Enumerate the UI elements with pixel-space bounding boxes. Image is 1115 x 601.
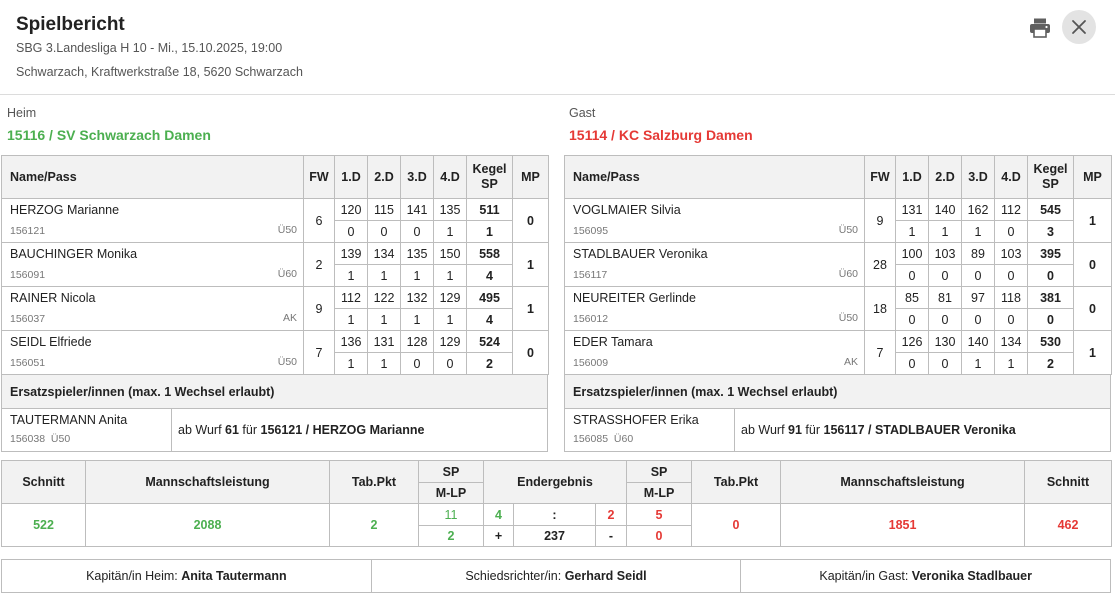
score-d1: 126 (896, 331, 929, 353)
guest-players-table (564, 155, 1112, 375)
kegel-total: 545 (1028, 199, 1074, 221)
sub-prefix: ab Wurf (741, 423, 785, 437)
sp-d2: 0 (929, 353, 962, 375)
col-d1: 1.D (335, 156, 368, 199)
player-name: SEIDL Elfriede (10, 335, 92, 349)
sp-d3: 0 (401, 221, 434, 243)
score-d1: 136 (335, 331, 368, 353)
home-team-block (1, 155, 548, 452)
player-mp: 0 (1074, 287, 1112, 331)
score-d4: 103 (995, 243, 1028, 265)
score-d1: 85 (896, 287, 929, 309)
sp-d1: 0 (335, 221, 368, 243)
score-d1: 120 (335, 199, 368, 221)
home-team-name: 15116 / SV Schwarzach Damen (7, 127, 211, 143)
sp-d3: 0 (962, 309, 995, 331)
score-d4: 112 (995, 199, 1028, 221)
player-mp: 1 (513, 243, 549, 287)
player-fw: 6 (304, 199, 335, 243)
score-d3: 141 (401, 199, 434, 221)
player-category: Ü50 (277, 224, 297, 236)
head-mlp-guest: M-LP (627, 483, 692, 504)
score-d2: 103 (929, 243, 962, 265)
score-d2: 134 (368, 243, 401, 265)
substitutes-heading: Ersatzspieler/innen (max. 1 Wechsel erlaubt) (1, 375, 548, 409)
score-d2: 131 (368, 331, 401, 353)
sp-d1: 1 (335, 309, 368, 331)
col-name: Name/Pass (2, 156, 304, 199)
page-title: Spielbericht (16, 14, 125, 35)
sp-d1: 1 (335, 353, 368, 375)
sp-d3: 1 (401, 265, 434, 287)
player-name: EDER Tamara (573, 335, 653, 349)
player-category: Ü50 (277, 356, 297, 368)
sp-d4: 0 (995, 265, 1028, 287)
substitute-category: Ü50 (50, 433, 71, 445)
col-d3: 3.D (962, 156, 995, 199)
player-row (2, 243, 549, 265)
score-d3: 140 (962, 331, 995, 353)
col-name: Name/Pass (565, 156, 865, 199)
sp-total: 0 (1028, 309, 1074, 331)
guest-tabpkt: 0 (692, 504, 781, 547)
head-sp-guest: SP (627, 461, 692, 483)
sub-wurf: 91 (788, 423, 802, 437)
head-mlp-home: M-LP (419, 483, 484, 504)
player-pass: 156051 (10, 357, 46, 369)
sp-d2: 1 (368, 265, 401, 287)
substitute-category: Ü60 (613, 433, 634, 445)
sp-d3: 1 (401, 309, 434, 331)
head-sp-home: SP (419, 461, 484, 483)
referee-label: Schiedsrichter/in: (465, 569, 562, 583)
score-d2: 130 (929, 331, 962, 353)
sp-d2: 0 (368, 221, 401, 243)
sp-d4: 1 (995, 353, 1028, 375)
home-players-table (1, 155, 549, 375)
player-category: AK (843, 356, 858, 368)
player-name: HERZOG Marianne (10, 203, 120, 217)
substitute-player (565, 409, 735, 451)
score-d2: 140 (929, 199, 962, 221)
score-d1: 112 (335, 287, 368, 309)
home-captain-name: Anita Tautermann (181, 569, 287, 583)
col-d3: 3.D (401, 156, 434, 199)
player-pass: 156117 (573, 269, 608, 281)
result-table (1, 460, 1112, 547)
guest-label: Gast (569, 106, 596, 120)
home-captain-label: Kapitän/in Heim: (86, 569, 178, 583)
player-row (2, 287, 549, 309)
player-row (565, 331, 1112, 353)
player-cell (2, 331, 304, 375)
kegel-total: 495 (467, 287, 513, 309)
sp-d2: 1 (929, 221, 962, 243)
player-row (565, 243, 1112, 265)
substitute-pass-category (10, 433, 70, 445)
score-d3: 135 (401, 243, 434, 265)
player-category: Ü60 (277, 268, 297, 280)
sp-total: 1 (467, 221, 513, 243)
player-name: NEUREITER Gerlinde (573, 291, 696, 305)
kegel-total: 530 (1028, 331, 1074, 353)
sp-d4: 0 (434, 353, 467, 375)
score-d3: 128 (401, 331, 434, 353)
sp-total: 2 (1028, 353, 1074, 375)
result-separator: : (514, 504, 596, 526)
guest-sp: 5 (627, 504, 692, 526)
sp-total: 3 (1028, 221, 1074, 243)
player-fw: 28 (865, 243, 896, 287)
sp-d2: 1 (368, 309, 401, 331)
player-cell (565, 243, 865, 287)
player-fw: 9 (865, 199, 896, 243)
substitute-name: TAUTERMANN Anita (10, 413, 128, 427)
sp-d3: 0 (401, 353, 434, 375)
player-mp: 1 (1074, 199, 1112, 243)
score-d2: 122 (368, 287, 401, 309)
substitute-player (2, 409, 172, 451)
result-guest: 2 (596, 504, 627, 526)
col-fw: FW (865, 156, 896, 199)
col-sp-label: SP (481, 177, 498, 191)
head-schnitt-guest: Schnitt (1025, 461, 1112, 504)
player-category: AK (282, 312, 297, 324)
score-d3: 162 (962, 199, 995, 221)
col-kegel-label: Kegel (472, 162, 507, 176)
kegel-total: 395 (1028, 243, 1074, 265)
player-cell (2, 199, 304, 243)
result-summary (1, 460, 1111, 547)
sp-total: 2 (467, 353, 513, 375)
guest-captain-label: Kapitän/in Gast: (819, 569, 909, 583)
print-button[interactable] (1026, 14, 1054, 42)
player-mp: 0 (1074, 243, 1112, 287)
sp-total: 0 (1028, 265, 1074, 287)
kegel-difference: 237 (514, 526, 596, 547)
sub-target: 156121 / HERZOG Marianne (260, 423, 425, 437)
player-mp: 1 (513, 287, 549, 331)
player-row (565, 287, 1112, 309)
player-name: STADLBAUER Veronika (573, 247, 708, 261)
kegel-total: 511 (467, 199, 513, 221)
col-d2: 2.D (929, 156, 962, 199)
sub-wurf: 61 (225, 423, 239, 437)
col-kegel-sp (1028, 156, 1074, 199)
player-pass: 156091 (10, 269, 46, 281)
sp-d1: 1 (896, 221, 929, 243)
score-d3: 89 (962, 243, 995, 265)
score-d4: 129 (434, 287, 467, 309)
score-d3: 97 (962, 287, 995, 309)
substitute-pass-category (573, 433, 633, 445)
player-cell (565, 287, 865, 331)
sp-total: 4 (467, 309, 513, 331)
score-d4: 118 (995, 287, 1028, 309)
col-d4: 4.D (434, 156, 467, 199)
home-tabpkt: 2 (330, 504, 419, 547)
home-label: Heim (7, 106, 37, 120)
score-d4: 134 (995, 331, 1028, 353)
sp-d2: 1 (368, 353, 401, 375)
substitute-name: STRASSHOFER Erika (573, 413, 699, 427)
player-pass: 156009 (573, 357, 609, 369)
player-cell (565, 331, 865, 375)
head-schnitt-home: Schnitt (2, 461, 86, 504)
player-pass: 156121 (10, 225, 46, 237)
sp-d4: 1 (434, 221, 467, 243)
score-d4: 129 (434, 331, 467, 353)
head-tabpkt-home: Tab.Pkt (330, 461, 419, 504)
col-d1: 1.D (896, 156, 929, 199)
sp-d4: 0 (995, 221, 1028, 243)
col-kegel-sp (467, 156, 513, 199)
sub-target: 156117 / STADLBAUER Veronika (823, 423, 1016, 437)
print-icon (1029, 18, 1051, 38)
report-header (0, 0, 1115, 95)
score-d4: 150 (434, 243, 467, 265)
player-cell (2, 287, 304, 331)
guest-team-name: 15114 / KC Salzburg Damen (569, 127, 753, 143)
substitution-info (172, 409, 547, 451)
guest-schnitt: 462 (1025, 504, 1112, 547)
substitutes-heading: Ersatzspieler/innen (max. 1 Wechsel erlaubt) (564, 375, 1111, 409)
officials-footer (1, 559, 1111, 593)
sp-d1: 1 (335, 265, 368, 287)
guest-captain (740, 560, 1110, 592)
player-fw: 2 (304, 243, 335, 287)
home-sp: 11 (419, 504, 484, 526)
col-mp: MP (513, 156, 549, 199)
substitution-info (735, 409, 1110, 451)
player-fw: 7 (865, 331, 896, 375)
head-mannschaft-home: Mannschaftsleistung (86, 461, 330, 504)
player-mp: 0 (513, 331, 549, 375)
guest-mannschaftsleistung: 1851 (781, 504, 1025, 547)
player-category: Ü50 (838, 312, 858, 324)
substitute-row (564, 409, 1111, 452)
sp-d4: 1 (434, 309, 467, 331)
score-d1: 131 (896, 199, 929, 221)
close-icon (1071, 19, 1087, 35)
player-row (2, 199, 549, 221)
diff-plus: + (484, 526, 514, 547)
score-d4: 135 (434, 199, 467, 221)
player-category: Ü60 (838, 268, 858, 280)
sub-prefix: ab Wurf (178, 423, 222, 437)
guest-team-block (564, 155, 1111, 452)
kegel-total: 524 (467, 331, 513, 353)
close-button[interactable] (1062, 10, 1096, 44)
col-sp-label: SP (1042, 177, 1059, 191)
substitute-row (1, 409, 548, 452)
head-mannschaft-guest: Mannschaftsleistung (781, 461, 1025, 504)
substitute-pass: 156085 (573, 433, 609, 445)
player-fw: 7 (304, 331, 335, 375)
substitute-pass: 156038 (10, 433, 46, 445)
player-row (2, 331, 549, 353)
col-d2: 2.D (368, 156, 401, 199)
sp-d3: 0 (962, 265, 995, 287)
sp-d2: 0 (929, 309, 962, 331)
player-mp: 1 (1074, 331, 1112, 375)
kegel-total: 558 (467, 243, 513, 265)
col-mp: MP (1074, 156, 1112, 199)
referee (371, 560, 741, 592)
player-fw: 18 (865, 287, 896, 331)
kegel-total: 381 (1028, 287, 1074, 309)
player-mp: 0 (513, 199, 549, 243)
player-pass: 156012 (573, 313, 609, 325)
player-row (565, 199, 1112, 221)
player-pass: 156037 (10, 313, 46, 325)
sp-d3: 1 (962, 353, 995, 375)
score-d1: 100 (896, 243, 929, 265)
home-mannschaftsleistung: 2088 (86, 504, 330, 547)
score-d3: 132 (401, 287, 434, 309)
sub-mid: für (242, 423, 258, 437)
sp-total: 4 (467, 265, 513, 287)
sp-d1: 0 (896, 309, 929, 331)
player-fw: 9 (304, 287, 335, 331)
player-category: Ü50 (838, 224, 858, 236)
venue-address: Schwarzach, Kraftwerkstraße 18, 5620 Schwarzach (16, 65, 303, 79)
col-kegel-label: Kegel (1033, 162, 1068, 176)
sp-d3: 1 (962, 221, 995, 243)
sub-mid: für (805, 423, 821, 437)
guest-mlp: 0 (627, 526, 692, 547)
score-d2: 81 (929, 287, 962, 309)
guest-captain-name: Veronika Stadlbauer (911, 569, 1032, 583)
sp-d4: 0 (995, 309, 1028, 331)
home-captain (2, 560, 371, 592)
player-cell (2, 243, 304, 287)
sp-d1: 0 (896, 265, 929, 287)
sp-d1: 0 (896, 353, 929, 375)
score-d1: 139 (335, 243, 368, 265)
player-name: BAUCHINGER Monika (10, 247, 138, 261)
referee-name: Gerhard Seidl (564, 569, 647, 583)
col-fw: FW (304, 156, 335, 199)
home-mlp: 2 (419, 526, 484, 547)
sp-d4: 1 (434, 265, 467, 287)
score-d2: 115 (368, 199, 401, 221)
player-cell (565, 199, 865, 243)
head-endergebnis: Endergebnis (484, 461, 627, 504)
diff-minus: - (596, 526, 627, 547)
player-pass: 156095 (573, 225, 609, 237)
home-schnitt: 522 (2, 504, 86, 547)
match-info: SBG 3.Landesliga H 10 - Mi., 15.10.2025, 19:00 (16, 41, 283, 55)
result-home: 4 (484, 504, 514, 526)
head-tabpkt-guest: Tab.Pkt (692, 461, 781, 504)
player-name: RAINER Nicola (10, 291, 96, 305)
player-name: VOGLMAIER Silvia (573, 203, 681, 217)
col-d4: 4.D (995, 156, 1028, 199)
sp-d2: 0 (929, 265, 962, 287)
